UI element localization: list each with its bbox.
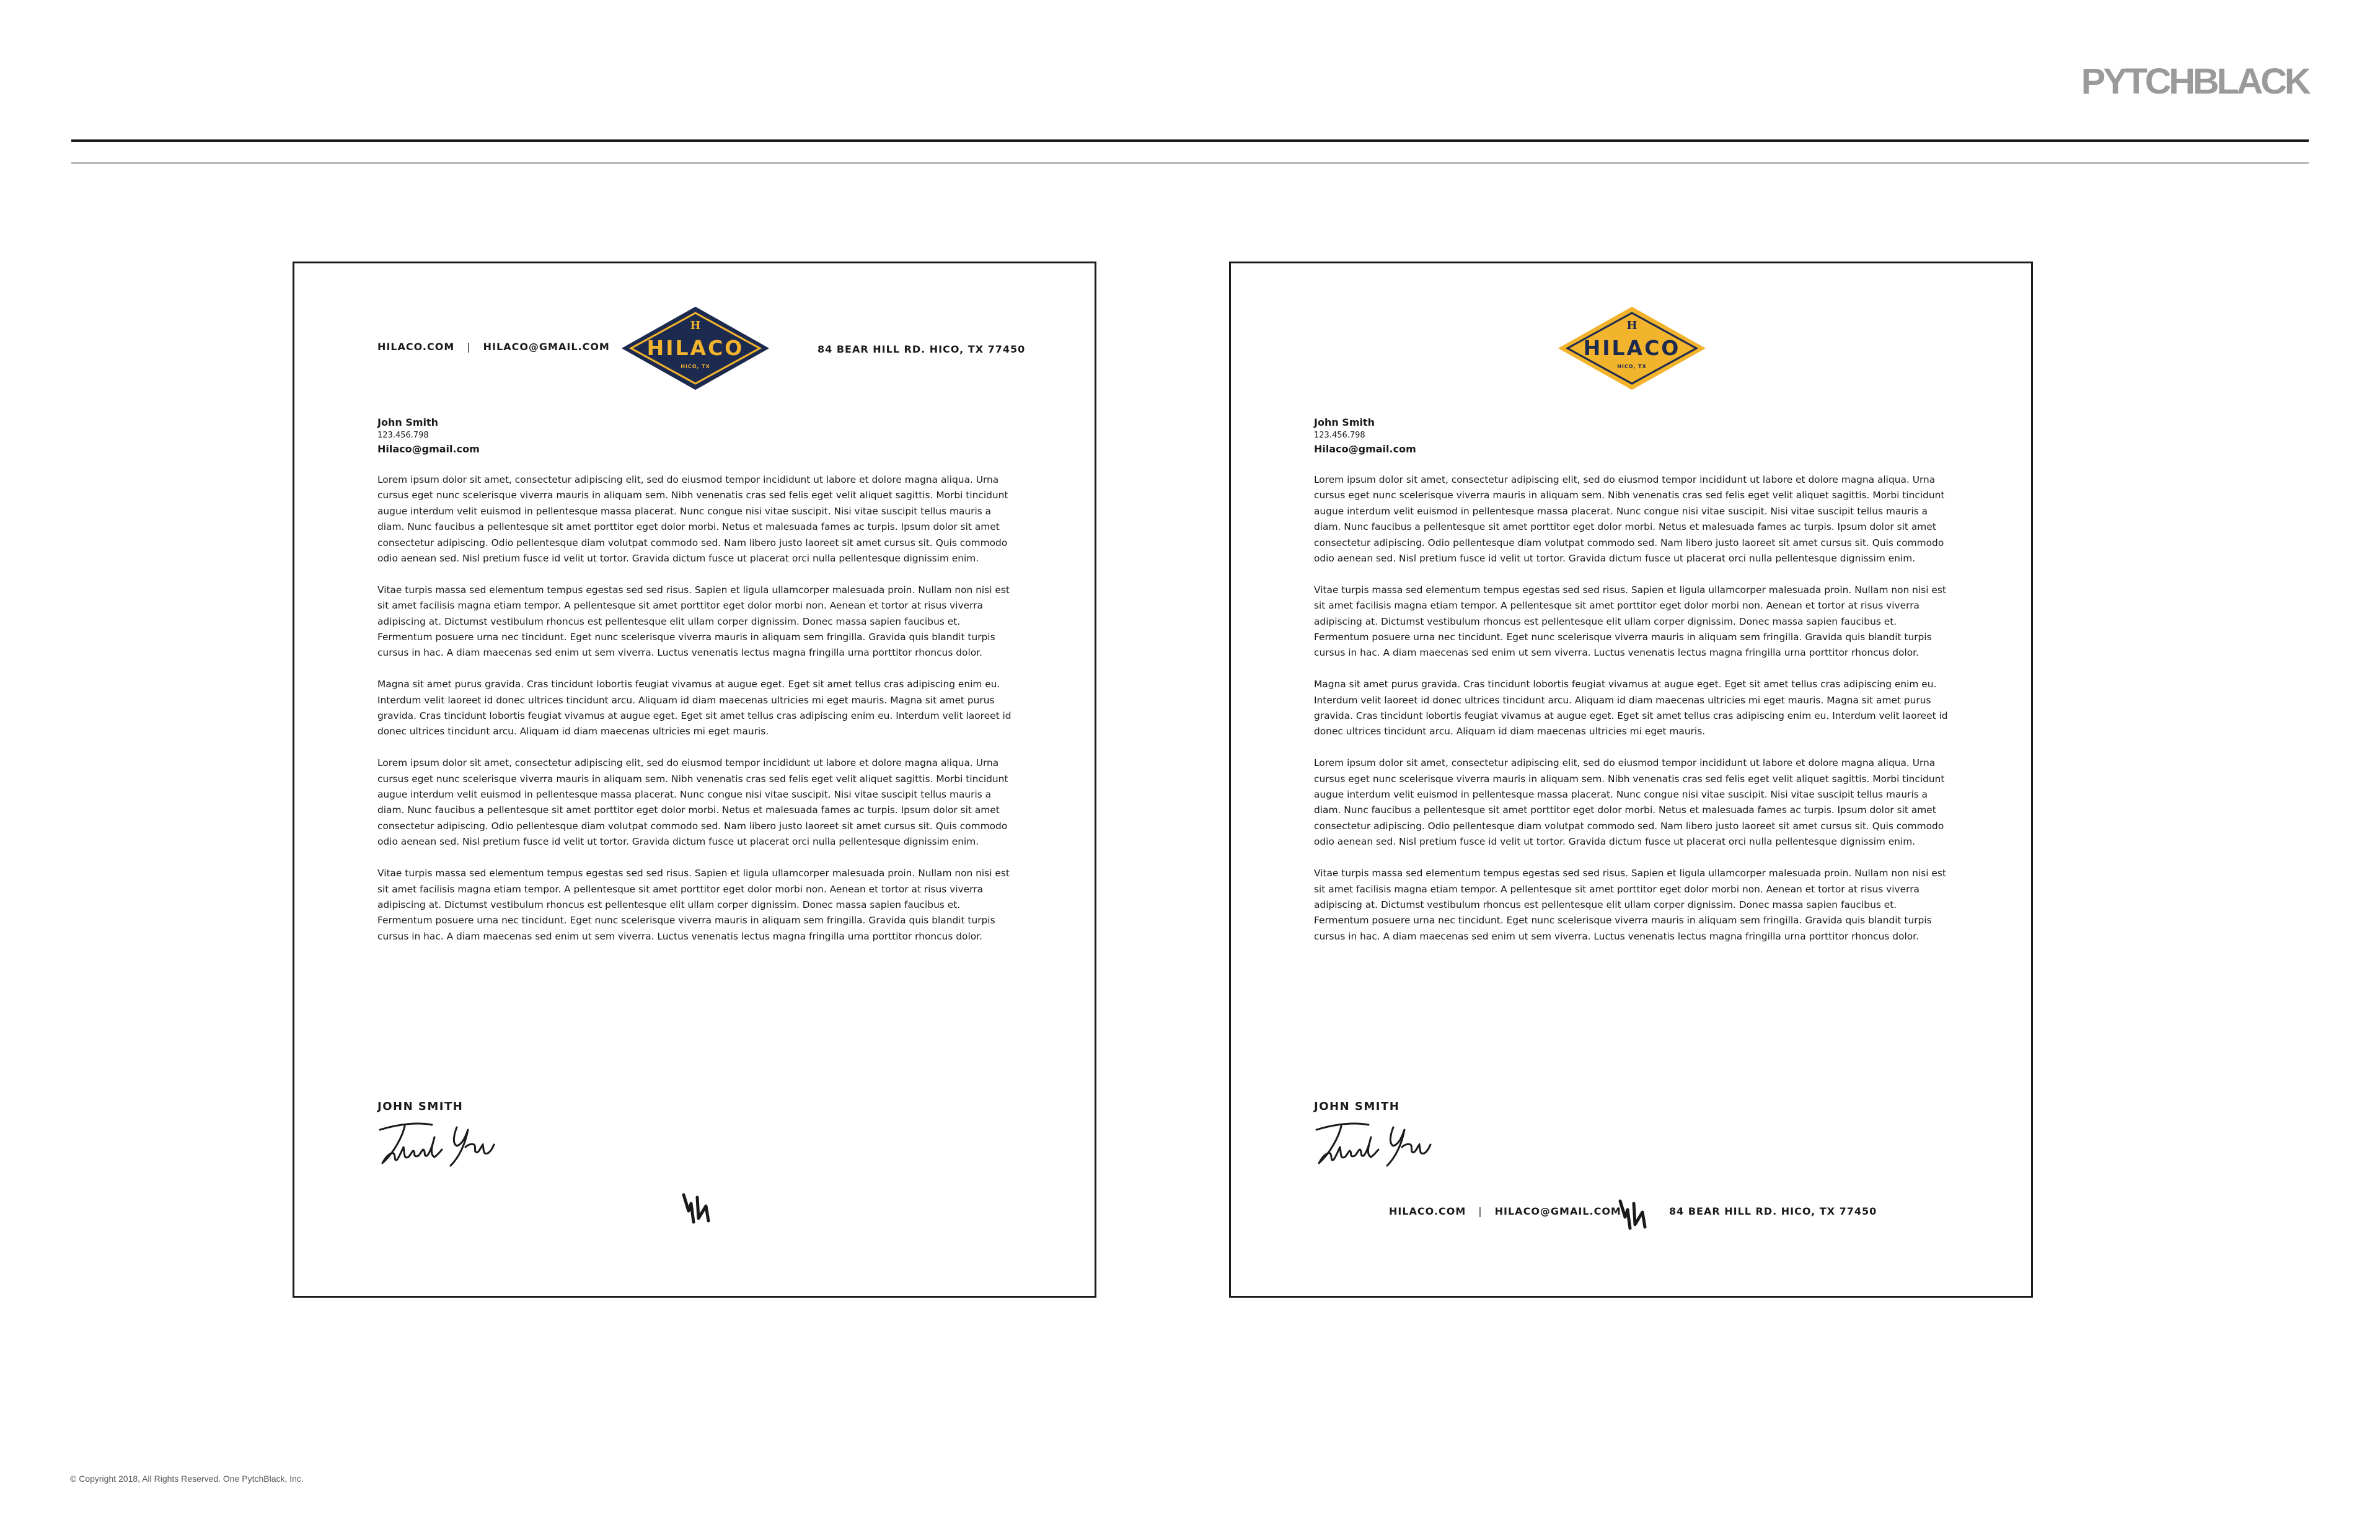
recipient-phone: 123.456.798 <box>1314 431 1365 440</box>
body-paragraph: Vitae turpis massa sed elementum tempus egestas sed sed risus. Sapien et ligula ullamcorper malesuada proin. Nullam non nisi est sit amet facilisis magna etiam tempor. A pellentesque sit amet porttitor eget dolor morbi non. Aenean et tortor at risus viverra adipiscing at. Dictumst vestibulum rhoncus est pellentesque elit ullam corper dignissim. Donec massa sapien faucibus et. Fermentum posuere urna nec tincidunt. Eget nunc scelerisque viverra mauris in aliquam sem fringilla. Gravida quis blandit turpis cursus in hac. A diam maecenas sed enim ut sem viverra. Luctus venenatis lectus magna fringilla urna porttitor rhoncus dolor. <box>1314 584 1946 659</box>
header-rule <box>71 139 2309 142</box>
letter-body <box>1314 472 1952 961</box>
body-paragraph: Vitae turpis massa sed elementum tempus egestas sed sed risus. Sapien et ligula ullamcorper malesuada proin. Nullam non nisi est sit amet facilisis magna etiam tempor. A pellentesque sit amet porttitor eget dolor morbi non. Aenean et tortor at risus viverra adipiscing at. Dictumst vestibulum rhoncus est pellentesque elit ullam corper dignissim. Donec massa sapien faucibus et. Fermentum posuere urna nec tincidunt. Eget nunc scelerisque viverra mauris in aliquam sem fringilla. Gravida quis blandit turpis cursus in hac. A diam maecenas sed enim ut sem viverra. Luctus venenatis lectus magna fringilla urna porttitor rhoncus dolor. <box>377 868 1010 942</box>
badge-subtitle: HICO, TX <box>681 364 710 369</box>
header-rule-thin <box>71 162 2309 164</box>
recipient-email: Hilaco@gmail.com <box>377 443 480 455</box>
divider: | <box>467 340 471 353</box>
signature <box>1311 1119 1454 1168</box>
email-text: HILACO@GMAIL.COM <box>483 340 610 353</box>
badge-name: HILACO <box>1583 336 1681 360</box>
address-text: 84 BEAR HILL RD. HICO, TX 77450 <box>818 343 1026 355</box>
signature <box>375 1119 518 1168</box>
badge-name: HILACO <box>646 336 744 360</box>
badge-monogram: H <box>690 319 701 332</box>
body-paragraph: Vitae turpis massa sed elementum tempus egestas sed sed risus. Sapien et ligula ullamcorper malesuada proin. Nullam non nisi est sit amet facilisis magna etiam tempor. A pellentesque sit amet porttitor eget dolor morbi non. Aenean et tortor at risus viverra adipiscing at. Dictumst vestibulum rhoncus est pellentesque elit ullam corper dignissim. Donec massa sapien faucibus et. Fermentum posuere urna nec tincidunt. Eget nunc scelerisque viverra mauris in aliquam sem fringilla. Gravida quis blandit turpis cursus in hac. A diam maecenas sed enim ut sem viverra. Luctus venenatis lectus magna fringilla urna porttitor rhoncus dolor. <box>1314 868 1946 942</box>
recipient-email: Hilaco@gmail.com <box>1314 443 1416 455</box>
email-text: HILACO@GMAIL.COM <box>1494 1205 1621 1217</box>
divider: | <box>1478 1205 1483 1217</box>
hilaco-badge-gold <box>1558 306 1706 391</box>
letterhead-gold <box>1229 262 2033 1298</box>
monogram-icon <box>1615 1196 1651 1233</box>
hilaco-badge-navy <box>621 306 770 391</box>
body-paragraph: Lorem ipsum dolor sit amet, consectetur adipiscing elit, sed do eiusmod tempor incididunt ut labore et dolore magna aliqua. Urna cursus eget nunc scelerisque viverra mauris in aliquam sem. Nibh venenatis cras sed felis eget velit aliquet sagittis. Morbi tincidunt augue interdum velit euismod in pellentesque massa placerat. Nunc congue nisi vitae suscipit. Nisi vitae suscipit tellus mauris a diam. Nunc faucibus a pellentesque sit amet porttitor eget dolor morbi. Netus et malesuada fames ac turpis. Ipsum dolor sit amet consectetur adipiscing. Odio pellentesque diam volutpat commodo sed. Nam libero justo laoreet sit amet cursus sit. Quis commodo odio aenean sed. Nisl pretium fusce id velit ut tortor. Gravida dictum fusce ut placerat orci nulla pellentesque dignissim enim. <box>1314 474 1945 565</box>
brand-logo: PYTCHBLACK <box>2081 61 2309 102</box>
recipient-phone: 123.456.798 <box>377 431 429 440</box>
address-text: 84 BEAR HILL RD. HICO, TX 77450 <box>1669 1205 1877 1217</box>
badge-subtitle: HICO, TX <box>1617 364 1647 369</box>
letter-body <box>377 472 1016 961</box>
body-paragraph: Lorem ipsum dolor sit amet, consectetur adipiscing elit, sed do eiusmod tempor incididunt ut labore et dolore magna aliqua. Urna cursus eget nunc scelerisque viverra mauris in aliquam sem. Nibh venenatis cras sed felis eget velit aliquet sagittis. Morbi tincidunt augue interdum velit euismod in pellentesque massa placerat. Nunc congue nisi vitae suscipit. Nisi vitae suscipit tellus mauris a diam. Nunc faucibus a pellentesque sit amet porttitor eget dolor morbi. Netus et malesuada fames ac turpis. Ipsum dolor sit amet consectetur adipiscing. Odio pellentesque diam volutpat commodo sed. Nam libero justo laoreet sit amet cursus sit. Quis commodo odio aenean sed. Nisl pretium fusce id velit ut tortor. Gravida dictum fusce ut placerat orci nulla pellentesque dignissim enim. <box>377 474 1008 565</box>
copyright-text: © Copyright 2018, All Rights Reserved. One PytchBlack, Inc. <box>70 1474 304 1484</box>
signer-name: JOHN SMITH <box>1314 1100 1400 1113</box>
header-contact <box>377 340 610 353</box>
body-paragraph: Magna sit amet purus gravida. Cras tincidunt lobortis feugiat vivamus at augue eget. Eget sit amet tellus cras adipiscing enim eu. Interdum velit laoreet id donec ultrices tincidunt arcu. Aliquam id diam maecenas ultricies mi eget mauris. Magna sit amet purus gravida. Cras tincidunt lobortis feugiat vivamus at augue eget. Eget sit amet tellus cras adipiscing enim eu. Interdum velit laoreet id donec ultrices tincidunt arcu. Aliquam id diam maecenas ultricies mi eget mauris. <box>377 679 1011 737</box>
letterhead-navy <box>293 262 1096 1298</box>
recipient-block <box>377 415 1022 456</box>
recipient-name: John Smith <box>377 416 439 428</box>
monogram-icon <box>679 1190 715 1227</box>
body-paragraph: Vitae turpis massa sed elementum tempus egestas sed sed risus. Sapien et ligula ullamcorper malesuada proin. Nullam non nisi est sit amet facilisis magna etiam tempor. A pellentesque sit amet porttitor eget dolor morbi non. Aenean et tortor at risus viverra adipiscing at. Dictumst vestibulum rhoncus est pellentesque elit ullam corper dignissim. Donec massa sapien faucibus et. Fermentum posuere urna nec tincidunt. Eget nunc scelerisque viverra mauris in aliquam sem fringilla. Gravida quis blandit turpis cursus in hac. A diam maecenas sed enim ut sem viverra. Luctus venenatis lectus magna fringilla urna porttitor rhoncus dolor. <box>377 584 1010 659</box>
recipient-name: John Smith <box>1314 416 1375 428</box>
signer-name: JOHN SMITH <box>377 1100 464 1113</box>
body-paragraph: Lorem ipsum dolor sit amet, consectetur adipiscing elit, sed do eiusmod tempor incididunt ut labore et dolore magna aliqua. Urna cursus eget nunc scelerisque viverra mauris in aliquam sem. Nibh venenatis cras sed felis eget velit aliquet sagittis. Morbi tincidunt augue interdum velit euismod in pellentesque massa placerat. Nunc congue nisi vitae suscipit. Nisi vitae suscipit tellus mauris a diam. Nunc faucibus a pellentesque sit amet porttitor eget dolor morbi. Netus et malesuada fames ac turpis. Ipsum dolor sit amet consectetur adipiscing. Odio pellentesque diam volutpat commodo sed. Nam libero justo laoreet sit amet cursus sit. Quis commodo odio aenean sed. Nisl pretium fusce id velit ut tortor. Gravida dictum fusce ut placerat orci nulla pellentesque dignissim enim. <box>377 757 1008 848</box>
footer-contact <box>1389 1205 1621 1217</box>
badge-monogram: H <box>1626 319 1637 332</box>
body-paragraph: Magna sit amet purus gravida. Cras tincidunt lobortis feugiat vivamus at augue eget. Eget sit amet tellus cras adipiscing enim eu. Interdum velit laoreet id donec ultrices tincidunt arcu. Aliquam id diam maecenas ultricies mi eget mauris. Magna sit amet purus gravida. Cras tincidunt lobortis feugiat vivamus at augue eget. Eget sit amet tellus cras adipiscing enim eu. Interdum velit laoreet id donec ultrices tincidunt arcu. Aliquam id diam maecenas ultricies mi eget mauris. <box>1314 679 1948 737</box>
body-paragraph: Lorem ipsum dolor sit amet, consectetur adipiscing elit, sed do eiusmod tempor incididunt ut labore et dolore magna aliqua. Urna cursus eget nunc scelerisque viverra mauris in aliquam sem. Nibh venenatis cras sed felis eget velit aliquet sagittis. Morbi tincidunt augue interdum velit euismod in pellentesque massa placerat. Nunc congue nisi vitae suscipit. Nisi vitae suscipit tellus mauris a diam. Nunc faucibus a pellentesque sit amet porttitor eget dolor morbi. Netus et malesuada fames ac turpis. Ipsum dolor sit amet consectetur adipiscing. Odio pellentesque diam volutpat commodo sed. Nam libero justo laoreet sit amet cursus sit. Quis commodo odio aenean sed. Nisl pretium fusce id velit ut tortor. Gravida dictum fusce ut placerat orci nulla pellentesque dignissim enim. <box>1314 757 1945 848</box>
website-text: HILACO.COM <box>377 340 455 353</box>
website-text: HILACO.COM <box>1389 1205 1466 1217</box>
recipient-block <box>1314 415 1959 456</box>
